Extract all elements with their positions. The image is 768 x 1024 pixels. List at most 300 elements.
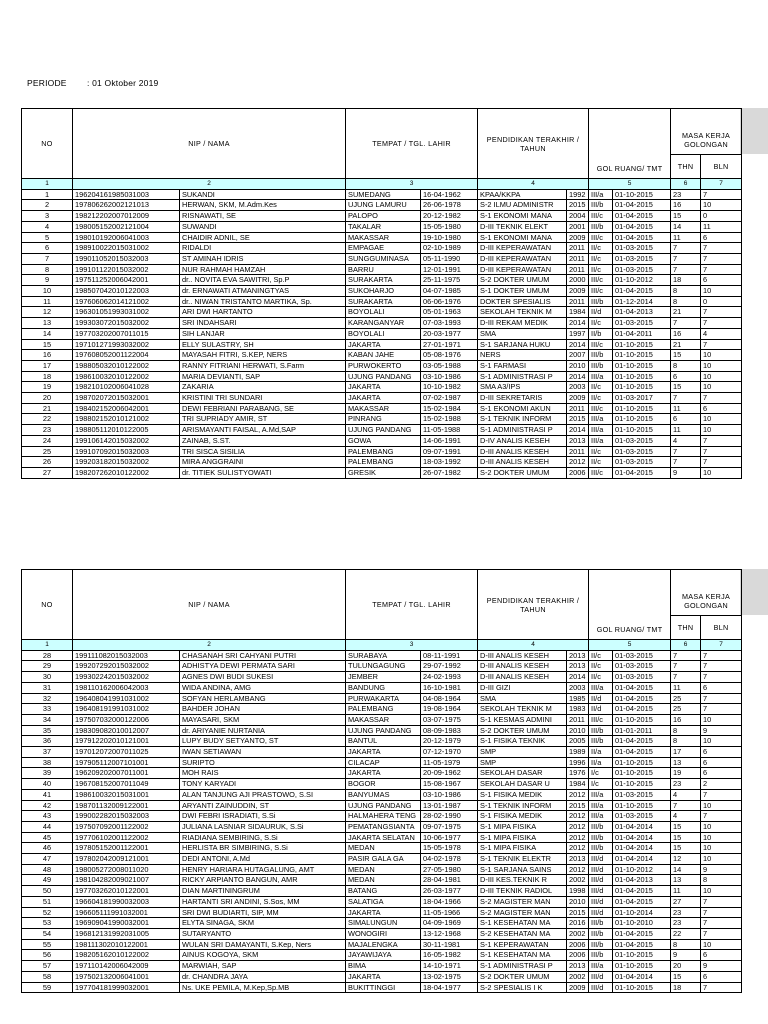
row-no: 16 <box>22 350 73 361</box>
tempat-lahir: CILACAP <box>346 757 421 768</box>
pendidikan: SEKOLAH DASAR U <box>478 779 567 790</box>
tgl-lahir: 10-10-1982 <box>421 382 478 393</box>
tmt: 01-01-2011 <box>613 725 671 736</box>
nip: 198702072015032001 <box>73 393 180 404</box>
gol-ruang: II/c <box>589 318 613 329</box>
pendidikan: D-IV ANALIS KESEH <box>478 435 567 446</box>
masa-kerja-thn: 7 <box>671 672 701 683</box>
table-row <box>22 928 742 939</box>
tgl-lahir: 04-08-1964 <box>421 693 478 704</box>
masa-kerja-thn: 23 <box>671 918 701 929</box>
header-tempat-tgl-lahir: TEMPAT / TGL. LAHIR <box>346 109 478 179</box>
tempat-lahir: JAKARTA <box>346 747 421 758</box>
masa-kerja-bln: 7 <box>701 896 742 907</box>
nama: DIAN MARTININGRUM <box>180 886 346 897</box>
tempat-lahir: PURWAKARTA <box>346 693 421 704</box>
tgl-lahir: 04-02-1978 <box>421 854 478 865</box>
tempat-lahir: PALEMBANG <box>346 457 421 468</box>
nama: LUPY BUDY SETYANTO, ST <box>180 736 346 747</box>
row-no: 25 <box>22 446 73 457</box>
row-no: 15 <box>22 339 73 350</box>
table-row <box>22 200 742 211</box>
tempat-lahir: BANDUNG <box>346 682 421 693</box>
masa-kerja-bln: 10 <box>701 832 742 843</box>
pendidikan: D-III KEPERAWATAN <box>478 253 567 264</box>
pendidikan: S-1 FARMASI <box>478 360 567 371</box>
nip: 196909041990032001 <box>73 918 180 929</box>
tempat-lahir: JAKARTA <box>346 907 421 918</box>
gol-ruang: III/b <box>589 736 613 747</box>
row-no: 46 <box>22 843 73 854</box>
tempat-lahir: GRESIK <box>346 467 421 478</box>
tahun-lulus: 2012 <box>567 864 589 875</box>
gol-ruang: II/c <box>589 650 613 661</box>
row-no: 37 <box>22 747 73 758</box>
tahun-lulus: 2002 <box>567 971 589 982</box>
column-number-row <box>22 640 742 651</box>
masa-kerja-thn: 6 <box>671 414 701 425</box>
tgl-lahir: 11-05-1988 <box>421 425 478 436</box>
gol-ruang: II/c <box>589 672 613 683</box>
tmt: 01-03-2015 <box>613 457 671 468</box>
column-number: 5 <box>589 640 671 651</box>
tempat-lahir: PALEMBANG <box>346 704 421 715</box>
tahun-lulus: 1998 <box>567 886 589 897</box>
masa-kerja-bln: 10 <box>701 382 742 393</box>
row-no: 33 <box>22 704 73 715</box>
tempat-lahir: MAKASSAR <box>346 232 421 243</box>
nama: SIH LANJAR <box>180 328 346 339</box>
masa-kerja-bln: 6 <box>701 971 742 982</box>
gol-ruang: I/c <box>589 768 613 779</box>
tgl-lahir: 27-05-1980 <box>421 864 478 875</box>
tahun-lulus: 2006 <box>567 467 589 478</box>
nama: dr. TITIEK SULISTYOWATI <box>180 467 346 478</box>
masa-kerja-thn: 7 <box>671 264 701 275</box>
masa-kerja-thn: 6 <box>671 371 701 382</box>
masa-kerja-bln: 6 <box>701 768 742 779</box>
tgl-lahir: 30-11-1981 <box>421 939 478 950</box>
row-no: 6 <box>22 243 73 254</box>
tahun-lulus: 2005 <box>567 736 589 747</box>
nama: Ns. UKE PEMILA, M.Kep,Sp.MB <box>180 982 346 993</box>
nama: RANNY FITRIANI HERWATI, S.Farm <box>180 360 346 371</box>
masa-kerja-thn: 22 <box>671 928 701 939</box>
tgl-lahir: 05-11-1990 <box>421 253 478 264</box>
tempat-lahir: GOWA <box>346 435 421 446</box>
nama: MARIA DEVIANTI, SAP <box>180 371 346 382</box>
nama: AGNES DWI BUDI SUKESI <box>180 672 346 683</box>
column-number: 6 <box>671 640 701 651</box>
row-no: 31 <box>22 682 73 693</box>
tahun-lulus: 2003 <box>567 682 589 693</box>
pendidikan: SMA <box>478 693 567 704</box>
masa-kerja-bln: 10 <box>701 467 742 478</box>
tahun-lulus: 1976 <box>567 768 589 779</box>
pendidikan: S-2 DOKTER UMUM <box>478 467 567 478</box>
tgl-lahir: 05-08-1976 <box>421 350 478 361</box>
masa-kerja-thn: 16 <box>671 328 701 339</box>
column-number: 7 <box>701 179 742 190</box>
tempat-lahir: UJUNG PANDANG <box>346 725 421 736</box>
tmt: 01-04-2014 <box>613 854 671 865</box>
nip: 197606062014121002 <box>73 296 180 307</box>
nip: 199002282015032003 <box>73 811 180 822</box>
nip: 197511252006042001 <box>73 275 180 286</box>
row-no: 3 <box>22 211 73 222</box>
tmt: 01-04-2015 <box>613 736 671 747</box>
gol-ruang: III/a <box>589 435 613 446</box>
tempat-lahir: HALMAHERA TENG <box>346 811 421 822</box>
table-row <box>22 704 742 715</box>
header-bln: BLN <box>701 616 742 640</box>
nip: 196301051993031002 <box>73 307 180 318</box>
tgl-lahir: 28-02-1990 <box>421 811 478 822</box>
tmt: 01-10-2015 <box>613 800 671 811</box>
pendidikan: S-2 KESEHATAN MA <box>478 928 567 939</box>
nip: 197703262010122001 <box>73 886 180 897</box>
table-row <box>22 318 742 329</box>
masa-kerja-thn: 4 <box>671 789 701 800</box>
tmt: 01-03-2015 <box>613 318 671 329</box>
masa-kerja-bln: 7 <box>701 393 742 404</box>
tgl-lahir: 26-03-1977 <box>421 886 478 897</box>
tmt: 01-04-2015 <box>613 747 671 758</box>
tahun-lulus: 2011 <box>567 253 589 264</box>
nama: ST AMINAH IDRIS <box>180 253 346 264</box>
pendidikan: D-III ANALIS KESEH <box>478 650 567 661</box>
nip: 199107092015032003 <box>73 446 180 457</box>
tgl-lahir: 25-11-1975 <box>421 275 478 286</box>
pendidikan: SEKOLAH TEKNIK M <box>478 704 567 715</box>
nip: 197507032000122006 <box>73 714 180 725</box>
tmt: 01-04-2015 <box>613 939 671 950</box>
tgl-lahir: 26-07-1982 <box>421 467 478 478</box>
masa-kerja-bln: 6 <box>701 950 742 961</box>
tahun-lulus: 1992 <box>567 189 589 200</box>
pendidikan: SMP <box>478 747 567 758</box>
gol-ruang: III/b <box>589 725 613 736</box>
masa-kerja-bln: 7 <box>701 264 742 275</box>
row-no: 48 <box>22 864 73 875</box>
gol-ruang: III/d <box>589 875 613 886</box>
masa-kerja-thn: 9 <box>671 950 701 961</box>
nip: 197912202010121001 <box>73 736 180 747</box>
periode-value: : 01 Oktober 2019 <box>87 78 159 88</box>
tgl-lahir: 09-07-1975 <box>421 821 478 832</box>
masa-kerja-thn: 15 <box>671 821 701 832</box>
header-pendidikan: PENDIDIKAN TERAKHIR / TAHUN <box>478 570 589 640</box>
row-no: 24 <box>22 435 73 446</box>
masa-kerja-bln: 2 <box>701 779 742 790</box>
tmt: 01-10-2015 <box>613 339 671 350</box>
nip: 197805152001122001 <box>73 843 180 854</box>
pendidikan: D-III KEPERAWATAN <box>478 243 567 254</box>
tmt: 01-04-2015 <box>613 704 671 715</box>
tgl-lahir: 04-09-1969 <box>421 918 478 929</box>
masa-kerja-thn: 7 <box>671 243 701 254</box>
gol-ruang: III/c <box>589 286 613 297</box>
pendidikan: DOKTER SPESIALIS <box>478 296 567 307</box>
tempat-lahir: SUKOHARJO <box>346 286 421 297</box>
tempat-lahir: KARANGANYAR <box>346 318 421 329</box>
tahun-lulus: 1989 <box>567 747 589 758</box>
pendidikan: S-1 ADMINISTRASI P <box>478 425 567 436</box>
column-number: 1 <box>22 640 73 651</box>
table-row <box>22 189 742 200</box>
tmt: 01-10-2015 <box>613 382 671 393</box>
row-no: 27 <box>22 467 73 478</box>
masa-kerja-thn: 16 <box>671 200 701 211</box>
row-no: 52 <box>22 907 73 918</box>
tmt: 01-03-2015 <box>613 650 671 661</box>
header-thn: THN <box>671 155 701 179</box>
nama: NUR RAHMAH HAMZAH <box>180 264 346 275</box>
gol-ruang: II/c <box>589 661 613 672</box>
tmt: 01-10-2015 <box>613 982 671 993</box>
pendidikan: S-1 KESMAS ADMINI <box>478 714 567 725</box>
gol-ruang: III/c <box>589 275 613 286</box>
row-no: 28 <box>22 650 73 661</box>
pendidikan: S-2 DOKTER UMUM <box>478 275 567 286</box>
pendidikan: D-III TEKNIK ELEKT <box>478 221 567 232</box>
masa-kerja-thn: 16 <box>671 714 701 725</box>
tempat-lahir: BOYOLALI <box>346 307 421 318</box>
table-row <box>22 693 742 704</box>
pendidikan: S-1 FISIKA TEKNIK <box>478 736 567 747</box>
tempat-lahir: BOGOR <box>346 779 421 790</box>
gol-ruang: III/c <box>589 339 613 350</box>
nip: 196708152007011049 <box>73 779 180 790</box>
masa-kerja-bln: 7 <box>701 446 742 457</box>
gray-margin-block <box>740 108 768 154</box>
tempat-lahir: EMPAGAE <box>346 243 421 254</box>
tmt: 01-03-2015 <box>613 661 671 672</box>
masa-kerja-bln: 10 <box>701 371 742 382</box>
header-masa-kerja: MASA KERJA GOLONGAN <box>671 570 742 616</box>
table-row <box>22 811 742 822</box>
row-no: 7 <box>22 253 73 264</box>
nama: MAYASAH FITRI, S.KEP, NERS <box>180 350 346 361</box>
tgl-lahir: 16-05-1982 <box>421 950 478 961</box>
row-no: 19 <box>22 382 73 393</box>
tmt: 01-03-2015 <box>613 264 671 275</box>
table-row <box>22 350 742 361</box>
nip: 199303072015032002 <box>73 318 180 329</box>
nip: 198610032015031001 <box>73 789 180 800</box>
tahun-lulus: 2010 <box>567 725 589 736</box>
masa-kerja-thn: 7 <box>671 650 701 661</box>
header-no: NO <box>22 109 73 179</box>
column-number: 3 <box>346 640 478 651</box>
table-row <box>22 253 742 264</box>
tmt: 01-12-2014 <box>613 296 671 307</box>
tahun-lulus: 2013 <box>567 854 589 865</box>
tahun-lulus: 1984 <box>567 307 589 318</box>
tempat-lahir: JAKARTA <box>346 382 421 393</box>
tmt: 01-10-2010 <box>613 918 671 929</box>
row-no: 53 <box>22 918 73 929</box>
masa-kerja-thn: 11 <box>671 425 701 436</box>
masa-kerja-bln: 7 <box>701 693 742 704</box>
masa-kerja-bln: 10 <box>701 886 742 897</box>
masa-kerja-thn: 18 <box>671 275 701 286</box>
tahun-lulus: 2002 <box>567 928 589 939</box>
table-row <box>22 393 742 404</box>
gol-ruang: III/b <box>589 843 613 854</box>
tmt: 01-03-2015 <box>613 435 671 446</box>
tmt: 01-10-2015 <box>613 425 671 436</box>
row-no: 12 <box>22 307 73 318</box>
pendidikan: D-III KES.TEKNIK R <box>478 875 567 886</box>
table-1-body <box>22 189 742 478</box>
row-no: 35 <box>22 725 73 736</box>
row-no: 8 <box>22 264 73 275</box>
tgl-lahir: 02-10-1989 <box>421 243 478 254</box>
column-number: 1 <box>22 179 73 190</box>
masa-kerja-thn: 15 <box>671 211 701 222</box>
masa-kerja-bln: 7 <box>701 307 742 318</box>
gray-margin-block <box>740 569 768 615</box>
pendidikan: D-III REKAM MEDIK <box>478 318 567 329</box>
masa-kerja-bln: 6 <box>701 275 742 286</box>
nama: HERLISTA BR SIMBIRING, S.Si <box>180 843 346 854</box>
tmt: 01-03-2017 <box>613 393 671 404</box>
row-no: 41 <box>22 789 73 800</box>
table-row <box>22 650 742 661</box>
tahun-lulus: 2015 <box>567 800 589 811</box>
column-number: 7 <box>701 640 742 651</box>
nama: JULIANA LASNIAR SIDAURUK, S.Si <box>180 821 346 832</box>
pendidikan: SEKOLAH DASAR <box>478 768 567 779</box>
nip: 199111082015032003 <box>73 650 180 661</box>
masa-kerja-bln: 7 <box>701 789 742 800</box>
nip: 197905112007101001 <box>73 757 180 768</box>
tmt: 01-04-2015 <box>613 200 671 211</box>
employee-table-1 <box>21 108 742 479</box>
tempat-lahir: BARRU <box>346 264 421 275</box>
table-row <box>22 886 742 897</box>
tmt: 01-03-2015 <box>613 789 671 800</box>
nama: HERWAN, SKM, M.Adm.Kes <box>180 200 346 211</box>
nip: 198910022015031002 <box>73 243 180 254</box>
tgl-lahir: 07-03-1993 <box>421 318 478 329</box>
masa-kerja-bln: 7 <box>701 243 742 254</box>
tmt: 01-10-2015 <box>613 757 671 768</box>
tgl-lahir: 20-03-1977 <box>421 328 478 339</box>
masa-kerja-bln: 7 <box>701 650 742 661</box>
tgl-lahir: 15-05-1978 <box>421 843 478 854</box>
pendidikan: S-2 DOKTER UMUM <box>478 725 567 736</box>
tempat-lahir: BIMA <box>346 961 421 972</box>
header-gol-ruang: GOL RUANG/ TMT <box>589 570 671 640</box>
tempat-lahir: BANYUMAS <box>346 789 421 800</box>
masa-kerja-thn: 8 <box>671 296 701 307</box>
tmt: 01-10-2015 <box>613 350 671 361</box>
row-no: 50 <box>22 886 73 897</box>
nama: ARYANTI ZAINUDDIN, ST <box>180 800 346 811</box>
pendidikan: S-1 KESEHATAN MA <box>478 950 567 961</box>
tempat-lahir: MAKASSAR <box>346 403 421 414</box>
row-no: 26 <box>22 457 73 468</box>
tahun-lulus: 2013 <box>567 961 589 972</box>
tgl-lahir: 05-01-1963 <box>421 307 478 318</box>
pendidikan: SEKOLAH TEKNIK M <box>478 307 567 318</box>
tempat-lahir: BATANG <box>346 886 421 897</box>
masa-kerja-thn: 21 <box>671 339 701 350</box>
masa-kerja-bln: 7 <box>701 661 742 672</box>
tgl-lahir: 13-12-1968 <box>421 928 478 939</box>
tempat-lahir: PEMATANGSIANTA <box>346 821 421 832</box>
tgl-lahir: 03-07-1975 <box>421 714 478 725</box>
header-thn: THN <box>671 616 701 640</box>
gol-ruang: III/a <box>589 811 613 822</box>
masa-kerja-thn: 14 <box>671 864 701 875</box>
row-no: 51 <box>22 896 73 907</box>
nip: 198805112010122005 <box>73 425 180 436</box>
table-row <box>22 382 742 393</box>
tgl-lahir: 06-06-1976 <box>421 296 478 307</box>
nama: KRISTINI TRI SUNDARI <box>180 393 346 404</box>
tempat-lahir: SALATIGA <box>346 896 421 907</box>
tahun-lulus: 2012 <box>567 789 589 800</box>
nip: 198104282009021007 <box>73 875 180 886</box>
nama: SRI INDAHSARI <box>180 318 346 329</box>
tempat-lahir: UJUNG PANDANG <box>346 371 421 382</box>
tahun-lulus: 1996 <box>567 757 589 768</box>
table-row <box>22 961 742 972</box>
nama: dr. ERNAWATI ATMANINGTYAS <box>180 286 346 297</box>
tmt: 01-04-2015 <box>613 682 671 693</box>
row-no: 59 <box>22 982 73 993</box>
gol-ruang: III/a <box>589 189 613 200</box>
gol-ruang: III/b <box>589 200 613 211</box>
tahun-lulus: 2015 <box>567 907 589 918</box>
gol-ruang: III/b <box>589 221 613 232</box>
tahun-lulus: 2013 <box>567 661 589 672</box>
masa-kerja-bln: 4 <box>701 328 742 339</box>
row-no: 22 <box>22 414 73 425</box>
tgl-lahir: 10-06-1977 <box>421 832 478 843</box>
tmt: 01-10-2015 <box>613 714 671 725</box>
tempat-lahir: JAKARTA <box>346 339 421 350</box>
pendidikan: D-III GIZI <box>478 682 567 693</box>
nip: 198805032010122002 <box>73 360 180 371</box>
masa-kerja-thn: 8 <box>671 939 701 950</box>
table-row <box>22 800 742 811</box>
table-row <box>22 446 742 457</box>
row-no: 49 <box>22 875 73 886</box>
tempat-lahir: JAKARTA <box>346 393 421 404</box>
nama: BAHDER JOHAN <box>180 704 346 715</box>
tgl-lahir: 16-10-1981 <box>421 682 478 693</box>
table-row <box>22 457 742 468</box>
tgl-lahir: 28-04-1981 <box>421 875 478 886</box>
nama: DWI FEBRI ISRADIATI, S.Si <box>180 811 346 822</box>
table-row <box>22 939 742 950</box>
tgl-lahir: 03-10-1986 <box>421 789 478 800</box>
nama: SRI DWI BUDIARTI, SIP, MM <box>180 907 346 918</box>
tahun-lulus: 2012 <box>567 843 589 854</box>
nama: SUTARYANTO <box>180 928 346 939</box>
table-row <box>22 467 742 478</box>
tmt: 01-10-2014 <box>613 907 671 918</box>
header-masa-kerja: MASA KERJA GOLONGAN <box>671 109 742 155</box>
masa-kerja-bln: 10 <box>701 200 742 211</box>
table-row <box>22 425 742 436</box>
row-no: 56 <box>22 950 73 961</box>
row-no: 45 <box>22 832 73 843</box>
